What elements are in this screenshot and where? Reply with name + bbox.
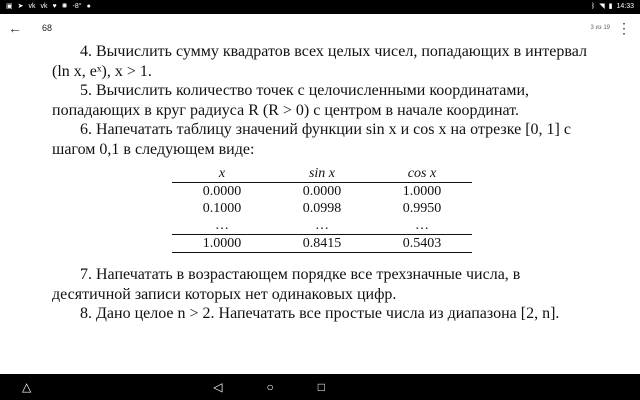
home-icon[interactable]: ○ bbox=[266, 380, 274, 394]
table-header-cell: x bbox=[218, 165, 226, 181]
back-icon[interactable]: ◁ bbox=[213, 380, 223, 394]
table-cell: 1.0000 bbox=[202, 235, 242, 251]
temperature: -8° bbox=[72, 3, 82, 10]
table-row bbox=[172, 234, 472, 253]
table-cell: 0.5403 bbox=[402, 235, 442, 251]
task-4: 4. Вычислить сумму квадратов всех целых чисел, попадающих в интервал (ln x, eˣ), x > 1. bbox=[52, 43, 587, 80]
clock: 14:33 bbox=[616, 3, 634, 10]
heart-icon: ♥ bbox=[52, 3, 57, 10]
table-header-cell: cos x bbox=[407, 165, 437, 181]
vk-icon: vk bbox=[28, 3, 36, 10]
page-counter: 3 из 19 bbox=[590, 25, 610, 31]
task-5: 5. Вычислить количество точек с целочисленными координатами, попадающих в круг радиуса R (R > 0) с центром в начале координат. bbox=[52, 82, 530, 119]
navigation-bar bbox=[0, 374, 640, 400]
table-cell: 0.8415 bbox=[302, 235, 342, 251]
arrow-icon: ➤ bbox=[17, 3, 24, 10]
table-cell: … bbox=[315, 217, 329, 233]
recents-icon[interactable]: □ bbox=[317, 380, 325, 394]
battery-icon: ▮ bbox=[608, 3, 613, 10]
table-header bbox=[172, 165, 472, 183]
table-cell: 0.1000 bbox=[202, 200, 242, 216]
table-row bbox=[172, 217, 472, 234]
status-bar bbox=[0, 0, 640, 14]
table-cell: 0.0998 bbox=[302, 200, 342, 216]
document-page bbox=[0, 42, 640, 374]
vk-icon: vk bbox=[40, 3, 48, 10]
bluetooth-icon: ᛒ bbox=[591, 3, 596, 10]
document-content bbox=[52, 42, 592, 324]
table-cell: 0.0000 bbox=[202, 183, 242, 199]
badge-icon: ● bbox=[86, 3, 91, 10]
table-cell: 0.9950 bbox=[402, 200, 442, 216]
page-number: 68 bbox=[42, 23, 53, 33]
table-cell: 0.0000 bbox=[302, 183, 342, 199]
photo-icon: ▣ bbox=[6, 3, 13, 10]
task-7: 7. Напечатать в возрастающем порядке все трехзначные числа, в десятичной записи которых нет одинаковых цифр. bbox=[52, 266, 521, 303]
hide-keyboard-icon[interactable]: △ bbox=[22, 380, 32, 394]
back-arrow-icon[interactable]: ← bbox=[8, 20, 22, 36]
more-options-icon[interactable]: ⋮ bbox=[617, 19, 631, 36]
table-row bbox=[172, 183, 472, 200]
settings-icon: ✺ bbox=[61, 3, 68, 10]
table-cell: … bbox=[215, 217, 229, 233]
table-cell: … bbox=[415, 217, 429, 233]
table-header-cell: sin x bbox=[308, 165, 336, 181]
table-cell: 1.0000 bbox=[402, 183, 442, 199]
table-row bbox=[172, 200, 472, 217]
wifi-icon: ◥ bbox=[599, 3, 605, 10]
app-bar bbox=[0, 14, 640, 43]
task-6: 6. Напечатать таблицу значений функции sin x и cos x на отрезке [0, 1] с шагом 0,1 в следующем виде: bbox=[52, 121, 571, 158]
values-table bbox=[172, 165, 472, 253]
task-8: 8. Дано целое n > 2. Напечатать все простые числа из диапазона [2, n]. bbox=[80, 305, 560, 322]
